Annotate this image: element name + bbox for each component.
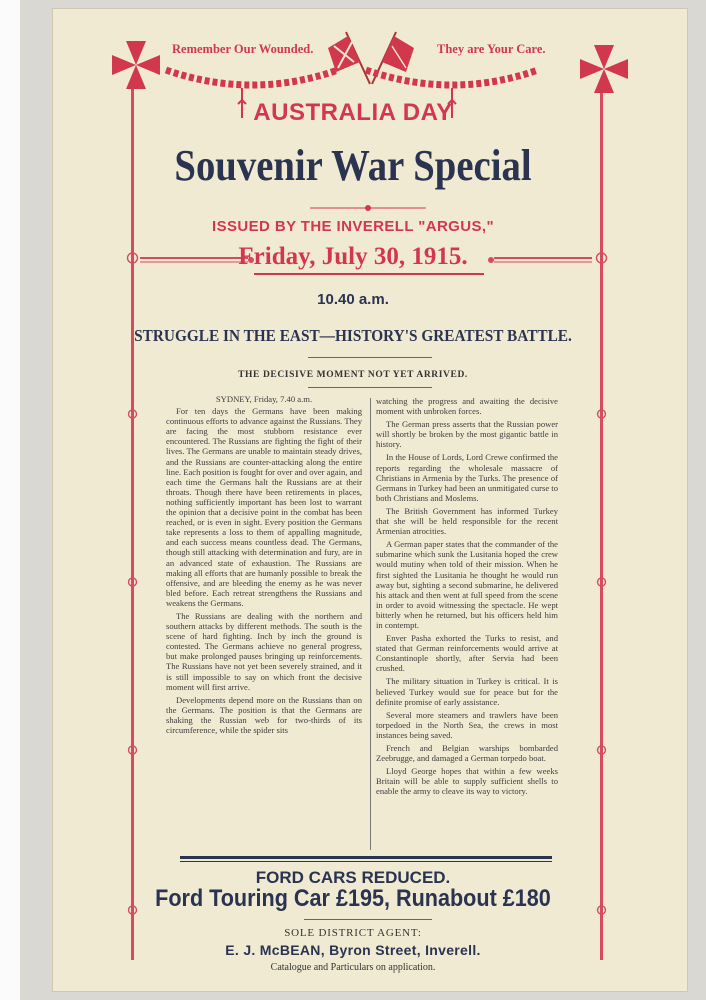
advert-note: Catalogue and Particulars on application. xyxy=(270,962,436,973)
article-paragraph: The German press asserts that the Russian power will shortly be broken by the most gigantic battle in history. xyxy=(376,419,558,450)
article-column-right xyxy=(376,396,558,852)
article-paragraph: Developments depend more on the Russians than on the Germans. The position is that the Germans are shaking the Russian web for two-thirds of its circumference, while the spider sits xyxy=(166,694,362,735)
advert-headline: FORD CARS REDUCED. xyxy=(255,868,451,887)
article-dateline: SYDNEY, Friday, 7.40 a.m. xyxy=(215,394,313,404)
article-headline: STRUGGLE IN THE EAST—HISTORY'S GREATEST BATTLE. xyxy=(134,326,572,345)
subhead-divider xyxy=(308,387,432,388)
advert-prices: Ford Touring Car £195, Runabout £180 xyxy=(155,885,551,912)
article-subhead: THE DECISIVE MOMENT NOT YET ARRIVED. xyxy=(238,370,468,380)
fleur-ornament xyxy=(308,203,428,213)
advert-divider xyxy=(304,919,432,920)
agent-name: E. J. McBEAN, Byron Street, Inverell. xyxy=(225,942,481,958)
issued-by: ISSUED BY THE INVERELL "ARGUS," xyxy=(212,218,494,235)
issue-date: Friday, July 30, 1915. xyxy=(238,243,468,270)
article-paragraph: The Russians are dealing with the northern and southern attacks by different methods. The south is the scene of hard fighting. Inch by inch the ground is contested. The Germans achieve no general progress, but make prolonged pauses bringing up reinforcements. The Russians have not yet been severely strained, and it is still impossible to say on which front the decisive moment will first arrive. xyxy=(166,610,362,692)
article-paragraph: The military situation in Turkey is critical. It is believed Turkey would sue for peace but for the definite promise of early assistance. xyxy=(376,676,558,707)
headline-divider xyxy=(308,357,432,358)
article-paragraph: The British Government has informed Turkey that she will be held responsible for the recent Armenian atrocities. xyxy=(376,505,558,537)
right-slogan: They are Your Care. xyxy=(437,42,546,56)
agent-label: SOLE DISTRICT AGENT: xyxy=(284,927,422,939)
article-paragraph: watching the progress and awaiting the decisive moment with unbroken forces. xyxy=(376,396,558,417)
article-paragraph: For ten days the Germans have been making continuous efforts to advance against the Russians. They are facing the most stubborn resistance ever encountered. The Russians are fighting the fight of their lives. The Germans are unable to maintain steady drives, and the Russians are counter-attacking along the entire line. Each position is fought for over and over again, and each time the Germans halt the Russians are at their throats. Though there have been retirements in places, nothing sufficiently important has been lost to warrant the opinion that a decisive point in the combat has been reached, or is even in sight. Every position the Germans take represents a loss to them of appalling magnitude, and each success means countless dead. The Germans, though still attacking with determination and fury, are in an advanced state of exhaustion. The Russians are making all efforts that are humanly possible to break the offensive, and are bleeding the enemy as he was never bled before. Each retreat strengthens the Russians and weakens the Germans. xyxy=(166,406,362,608)
article-paragraph: A German paper states that the commander of the submarine which sunk the Lusitania hoped the crew would mutiny when told of their mission. When he first sighted the Lusitania he thought he would run away but, sighting a second submarine, he delivered his attack and then went at full speed from the scene in order to avoid witnessing the spectacle. He wept bitterly when he returned, but his officers held him in contempt. xyxy=(376,539,558,630)
issue-time: 10.40 a.m. xyxy=(317,291,389,308)
article-paragraph: In the House of Lords, Lord Crewe confirmed the reports regarding the wholesale massacre of Christians in Armenia by the Turks. The presence of Germans in Turkey had been an unmitigated curse to both Christians and Moslems. xyxy=(376,452,558,503)
article-paragraph: French and Belgian warships bombarded Zeebrugge, and damaged a German torpedo boat. xyxy=(376,743,558,764)
advert-rule-thick xyxy=(180,856,552,859)
article-paragraph: Several more steamers and trawlers have been torpedoed in the North Sea, the crews in most instances being saved. xyxy=(376,709,558,740)
date-underline xyxy=(254,273,484,275)
article-paragraph: Enver Pasha exhorted the Turks to resist, and stated that German reinforcements would arrive at Constantinople shortly, after Servia had been crushed. xyxy=(376,633,558,674)
page-title: Souvenir War Special xyxy=(174,141,532,190)
maltese-cross-icon xyxy=(108,37,164,93)
maltese-cross-icon xyxy=(576,41,632,97)
article-paragraph: Lloyd George hopes that within a few weeks Britain will be able to supply sufficient shells to enable the army to cleave its way to victory. xyxy=(376,766,558,797)
article-column-left xyxy=(166,394,362,852)
advert-rule-thin xyxy=(180,861,552,862)
left-slogan: Remember Our Wounded. xyxy=(172,42,314,56)
kicker: AUSTRALIA DAY xyxy=(253,99,453,126)
column-divider xyxy=(370,398,371,850)
